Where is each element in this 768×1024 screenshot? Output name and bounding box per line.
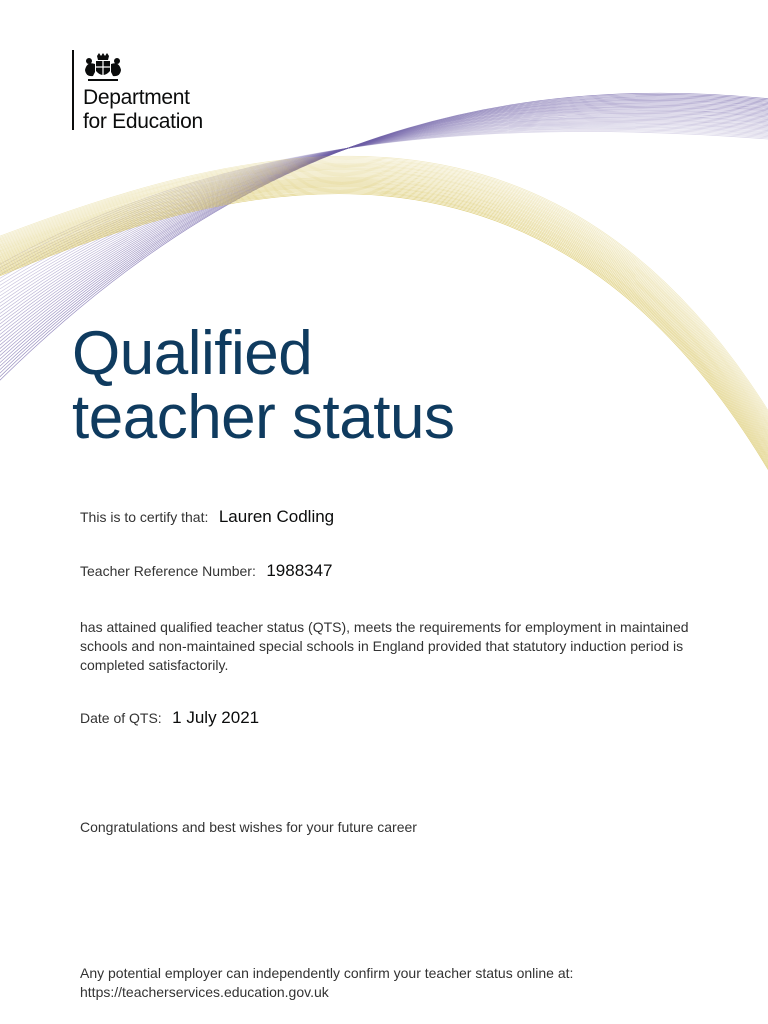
qts-statement: has attained qualified teacher status (QTS), meets the requirements for employment in maintained schools and non-maintained special schools in England provided that statutory induction period is completed satisfactorily.: [80, 619, 689, 673]
trn-row: [80, 561, 333, 581]
congratulations-text: Congratulations and best wishes for your future career: [80, 819, 417, 835]
purple-wave-line: [0, 117, 768, 317]
trn-label: Teacher Reference Number:: [80, 563, 256, 579]
trn-value: 1988347: [266, 561, 333, 580]
department-name: [83, 86, 203, 134]
certify-label: This is to certify that:: [80, 509, 209, 525]
title-line-1: Qualified: [72, 319, 313, 388]
department-line-1: Department: [83, 86, 190, 109]
title-line-2: teacher status: [72, 383, 455, 452]
date-value: 1 July 2021: [172, 708, 260, 727]
department-line-2: for Education: [83, 110, 203, 133]
date-label: Date of QTS:: [80, 710, 162, 726]
page-title: [72, 319, 455, 452]
purple-wave-line: [0, 128, 768, 281]
verification-url: https://teacherservices.education.gov.uk: [80, 984, 329, 1000]
holder-name: Lauren Codling: [218, 507, 335, 526]
certify-row: [80, 507, 334, 527]
logo-divider: [72, 50, 74, 130]
royal-crest-icon: [82, 52, 122, 84]
verification-note: [80, 964, 573, 1002]
verification-text: Any potential employer can independently confirm your teacher status online at:: [80, 965, 574, 981]
date-row: [80, 708, 259, 728]
